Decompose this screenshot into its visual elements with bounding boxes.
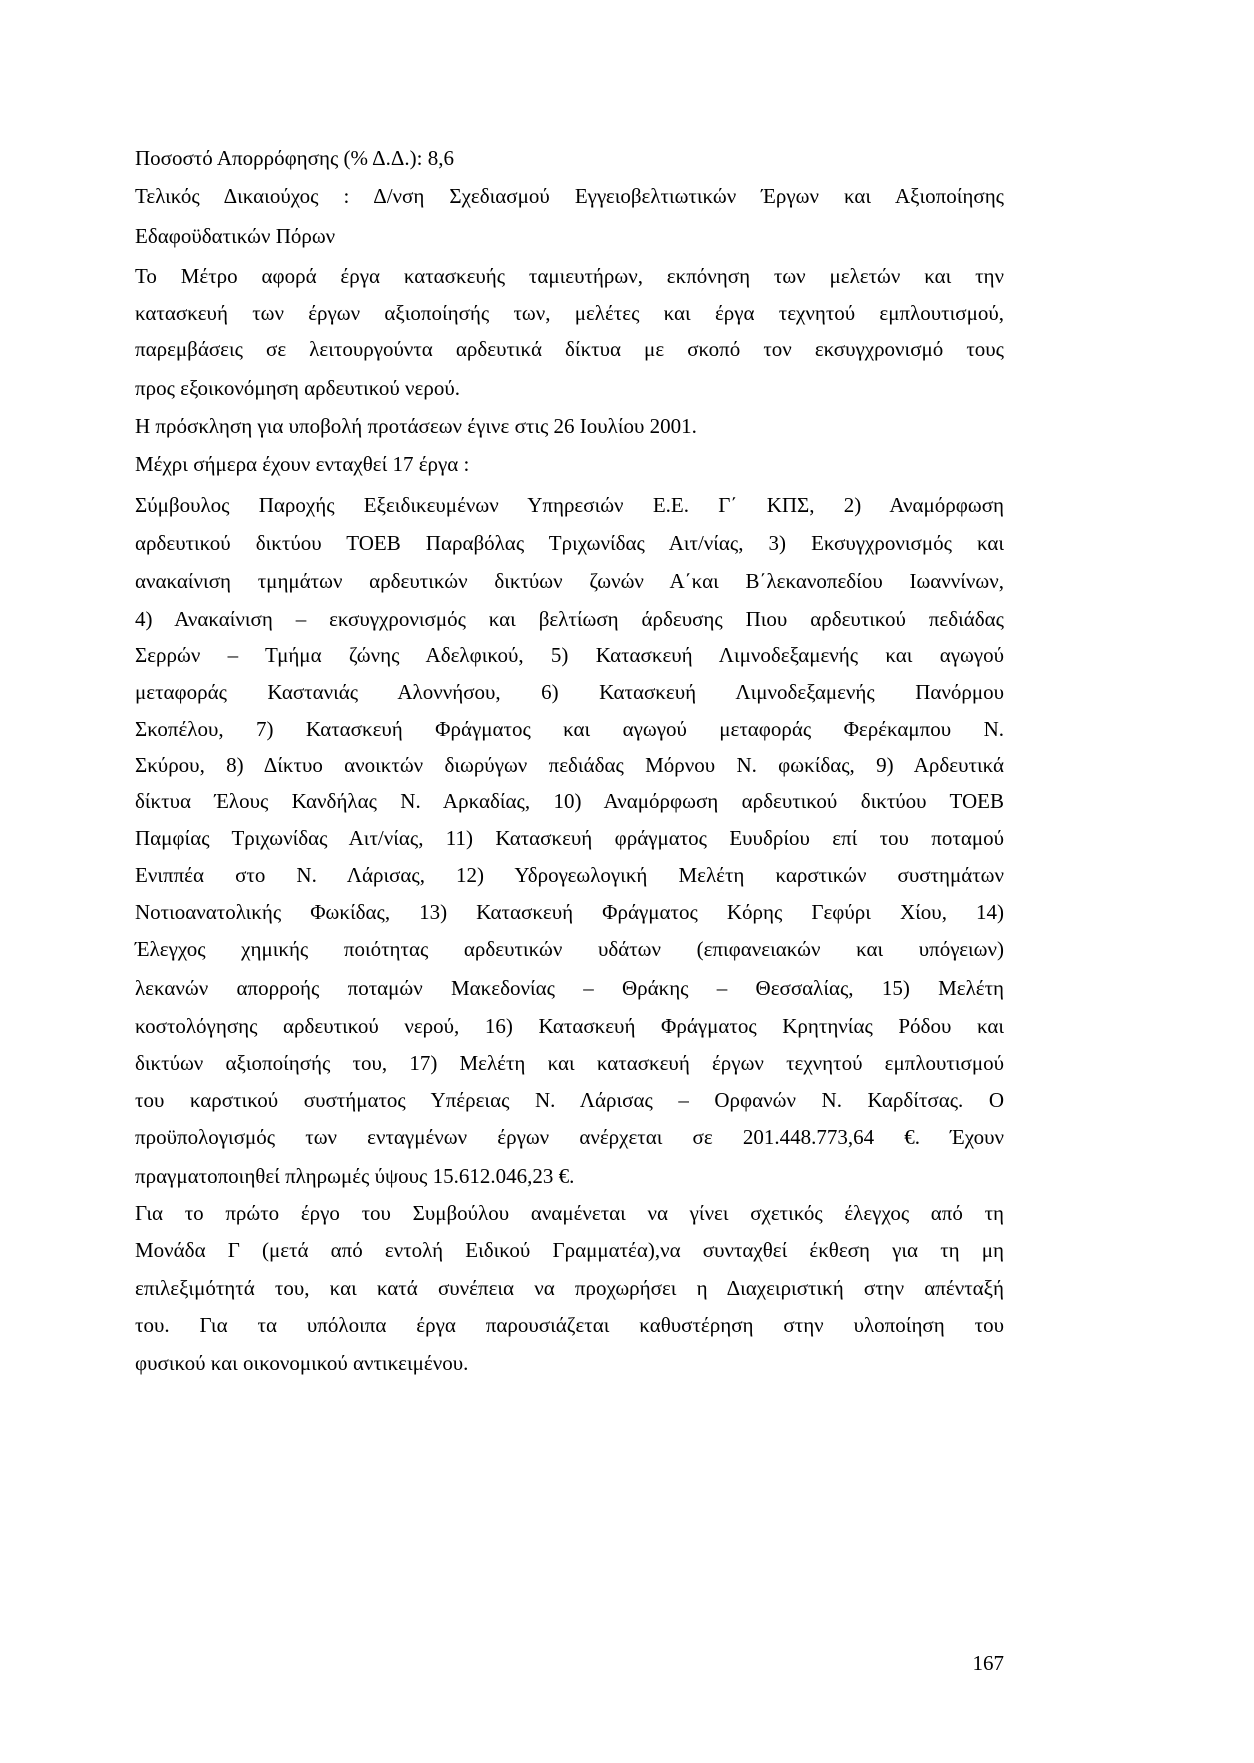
text-line: παρεμβάσεις σε λειτουργούντα αρδευτικά δίκτυα με σκοπό τον εκσυγχρονισμό τους — [135, 337, 1004, 361]
text-line: προς εξοικονόμηση αρδευτικού νερού. — [135, 376, 460, 400]
text-line: Σύμβουλος Παροχής Εξειδικευμένων Υπηρεσιών Ε.Ε. Γ΄ ΚΠΣ, 2) Αναμόρφωση — [135, 493, 1004, 517]
text-line: αρδευτικού δικτύου ΤΟΕΒ Παραβόλας Τριχωνίδας Αιτ/νίας, 3) Εκσυγχρονισμός και — [135, 531, 1004, 555]
text-line: Σερρών – Τμήμα ζώνης Αδελφικού, 5) Κατασκευή Λιμνοδεξαμενής και αγωγού — [135, 643, 1004, 667]
text-line: ανακαίνιση τμημάτων αρδευτικών δικτύων ζωνών Α΄και Β΄λεκανοπεδίου Ιωαννίνων, — [135, 569, 1004, 593]
text-line: προϋπολογισμός των ενταγμένων έργων ανέρχεται σε 201.448.773,64 €. Έχουν — [135, 1125, 1004, 1149]
text-line: Εδαφοϋδατικών Πόρων — [135, 224, 336, 248]
text-line: επιλεξιμότητά του, και κατά συνέπεια να προχωρήσει η Διαχειριστική στην απένταξή — [135, 1276, 1004, 1300]
text-line: κοστολόγησης αρδευτικού νερού, 16) Κατασκευή Φράγματος Κρητηνίας Ρόδου και — [135, 1014, 1004, 1038]
text-line: Ποσοστό Απορρόφησης (% Δ.Δ.): 8,6 — [135, 146, 454, 170]
text-line: 4) Ανακαίνιση – εκσυγχρονισμός και βελτίωση άρδευσης Πιου αρδευτικού πεδιάδας — [135, 607, 1004, 631]
text-line: Μέχρι σήμερα έχουν ενταχθεί 17 έργα : — [135, 452, 470, 476]
text-line: Ενιππέα στο Ν. Λάρισας, 12) Υδρογεωλογική Μελέτη καρστικών συστημάτων — [135, 863, 1004, 887]
text-line: δίκτυα Έλους Κανδήλας Ν. Αρκαδίας, 10) Αναμόρφωση αρδευτικού δικτύου ΤΟΕΒ — [135, 789, 1004, 813]
page-number: 167 — [972, 1651, 1004, 1675]
text-line: Για το πρώτο έργο του Συμβούλου αναμένεται να γίνει σχετικός έλεγχος από τη — [135, 1201, 1004, 1225]
text-line: Σκοπέλου, 7) Κατασκευή Φράγματος και αγωγού μεταφοράς Φερέκαμπου Ν. — [135, 717, 1004, 741]
text-line: Παμφίας Τριχωνίδας Αιτ/νίας, 11) Κατασκευή φράγματος Ευυδρίου επί του ποταμού — [135, 826, 1004, 850]
text-line: Μονάδα Γ (μετά από εντολή Ειδικού Γραμματέα),να συνταχθεί έκθεση για τη μη — [135, 1238, 1004, 1262]
text-line: φυσικού και οικονομικού αντικειμένου. — [135, 1351, 469, 1375]
text-line: Σκύρου, 8) Δίκτυο ανοικτών διωρύγων πεδιάδας Μόρνου Ν. φωκίδας, 9) Αρδευτικά — [135, 753, 1004, 777]
text-line: Έλεγχος χημικής ποιότητας αρδευτικών υδάτων (επιφανειακών και υπόγειων) — [135, 937, 1004, 961]
text-line: μεταφοράς Καστανιάς Αλοννήσου, 6) Κατασκευή Λιμνοδεξαμενής Πανόρμου — [135, 680, 1004, 704]
text-line: Το Μέτρο αφορά έργα κατασκευής ταμιευτήρων, εκπόνηση των μελετών και την — [135, 264, 1004, 288]
text-line: Η πρόσκληση για υποβολή προτάσεων έγινε στις 26 Ιουλίου 2001. — [135, 414, 697, 438]
text-line: Τελικός Δικαιούχος : Δ/νση Σχεδιασμού Εγγειοβελτιωτικών Έργων και Αξιοποίησης — [135, 184, 1004, 208]
text-line: του καρστικού συστήματος Υπέρειας Ν. Λάρισας – Ορφανών Ν. Καρδίτσας. Ο — [135, 1088, 1004, 1112]
text-line: πραγματοποιηθεί πληρωμές ύψους 15.612.046,23 €. — [135, 1164, 575, 1188]
text-line: δικτύων αξιοποίησής του, 17) Μελέτη και κατασκευή έργων τεχνητού εμπλουτισμού — [135, 1051, 1004, 1075]
text-line: λεκανών απορροής ποταμών Μακεδονίας – Θράκης – Θεσσαλίας, 15) Μελέτη — [135, 976, 1004, 1000]
text-line: του. Για τα υπόλοιπα έργα παρουσιάζεται καθυστέρηση στην υλοποίηση του — [135, 1313, 1004, 1337]
text-line: κατασκευή των έργων αξιοποίησής των, μελέτες και έργα τεχνητού εμπλουτισμού, — [135, 301, 1004, 325]
text-line: Νοτιοανατολικής Φωκίδας, 13) Κατασκευή Φράγματος Κόρης Γεφύρι Χίου, 14) — [135, 900, 1004, 924]
